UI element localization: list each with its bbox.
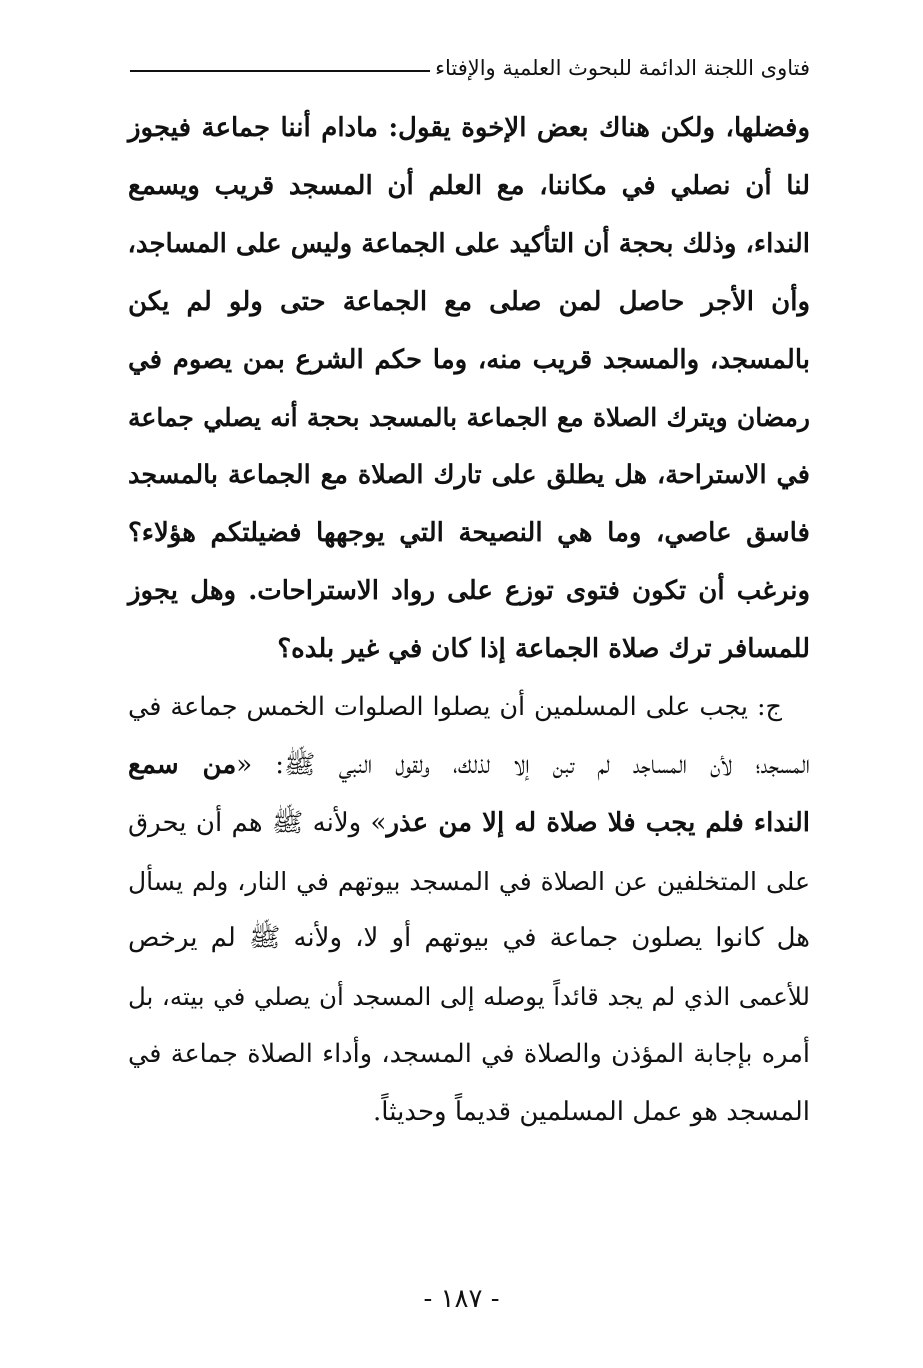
question-line: رمضان ويترك الصلاة مع الجماعة بالمسجد بحجة أنه يصلي جماعة — [128, 403, 810, 433]
question-line: لنا أن نصلي في مكاننا، مع العلم أن المسجد قريب ويسمع — [128, 170, 810, 201]
question-line: النداء، وذلك بحجة أن التأكيد على الجماعة وليس على المساجد، — [127, 228, 810, 259]
question-line: في الاستراحة، هل يطلق على تارك الصلاة مع الجماعة بالمسجد — [128, 460, 810, 491]
header-rule — [130, 70, 430, 72]
question-line: ونرغب أن تكون فتوى توزع على رواد الاستراحات. وهل يجوز — [128, 576, 810, 607]
question-line: بالمسجد، والمسجد قريب منه، وما حكم الشرع بمن يصوم في — [128, 344, 810, 375]
answer-line: المسجد هو عمل المسلمين قديماً وحديثاً. — [373, 1097, 810, 1128]
page-number: - ١٨٧ - — [423, 1284, 500, 1314]
answer-line: أمره بإجابة المؤذن والصلاة في المسجد، وأداء الصلاة جماعة في — [128, 1039, 810, 1070]
answer-line — [128, 737, 810, 795]
running-header — [128, 50, 810, 90]
question-line: للمسافر ترك صلاة الجماعة إذا كان في غير بلده؟ — [277, 634, 810, 665]
answer-line: ج: يجب على المسلمين أن يصلوا الصلوات الخمس جماعة في — [128, 691, 782, 722]
answer-line: للأعمى الذي لم يجد قائداً يوصله إلى المسجد أن يصلي في بيته، بل — [128, 982, 810, 1012]
answer-text: المسجد؛ لأن المساجد لم تبن إلا لذلك، ولقول النبي ﷺ: « — [236, 749, 810, 780]
answer-text: » ولأنه ﷺ هم أن يحرق — [128, 807, 387, 838]
hadith-quote: من سمع — [128, 749, 237, 780]
answer-line: هل كانوا يصلون جماعة في بيوتهم أو لا، ولأنه ﷺ لم يرخص — [128, 923, 810, 954]
question-line: فاسق عاصي، وما هي النصيحة التي يوجهها فضيلتكم هؤلاء؟ — [128, 518, 810, 549]
answer-line: على المتخلفين عن الصلاة في المسجد بيوتهم في النار، ولم يسأل — [128, 866, 810, 896]
answer-line — [128, 795, 810, 853]
question-line: وأن الأجر حاصل لمن صلى مع الجماعة حتى ولو لم يكن — [128, 286, 810, 317]
header-title: فتاوى اللجنة الدائمة للبحوث العلمية والإفتاء — [435, 56, 810, 80]
body-text — [128, 100, 810, 1142]
question-line: وفضلها، ولكن هناك بعض الإخوة يقول: مادام أننا جماعة فيجوز — [128, 113, 810, 143]
hadith-quote: النداء فلم يجب فلا صلاة له إلا من عذر — [386, 807, 810, 838]
